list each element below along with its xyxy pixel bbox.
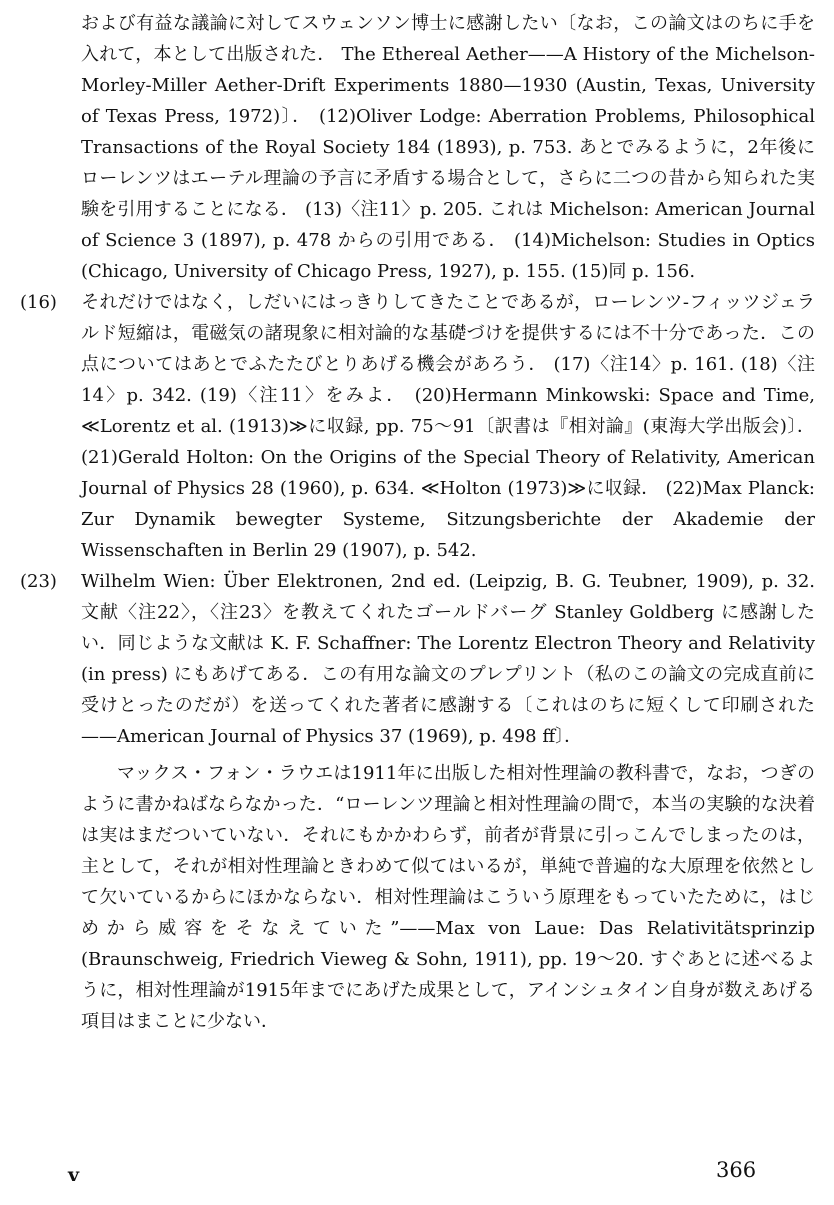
endnotes-block — [20, 8, 815, 1037]
note-number: (23) — [20, 571, 57, 592]
note-continuation — [20, 8, 815, 287]
page-number: 366 — [716, 1158, 757, 1182]
section-mark: v — [68, 1164, 80, 1186]
note-text: および有益な議論に対してスウェンソン博士に感謝したい〔なお，この論文はのちに手を入れて，本として出版された． The Ethereal Aether——A History of the Michelson-Morley-Miller Aether-Drift Experiments 1880—1930 (Austin, Texas, University of Texas Press, 1972)〕． (12)Oliver Lodge: Aberration Problems, Philosophical Transactions of the Royal Society 184 (1893), p. 753. あとでみるように，2年後にローレンツはエーテル理論の予言に矛盾する場合として，さらに二つの昔から知られた実験を引用することになる． (13)〈注11〉p. 205. これは Michelson: American Journal of Science 3 (1897), p. 478 からの引用である． (14)Michelson: Studies in Optics (Chicago, University of Chicago Press, 1927), p. 155. (15)同 p. 156. — [81, 13, 815, 282]
note-16 — [20, 287, 815, 566]
note-23 — [20, 566, 815, 752]
note-number: (16) — [20, 292, 57, 313]
note-text: それだけではなく，しだいにはっきりしてきたことであるが，ローレンツ-フィッツジェラルド短縮は，電磁気の諸現象に相対論的な基礎づけを提供するには不十分であった．この点についてはあとでふたたびとりあげる機会があろう． (17)〈注14〉p. 161. (18)〈注14〉p. 342. (19)〈注11〉をみよ． (20)Hermann Minkowski: Space and Time, ≪Lorentz et al. (1913)≫に収録, pp. 75〜91〔訳書は『相対論』(東海大学出版会)〕． (21)Gerald Holton: On the Origins of the Special Theory of Relativity, American Journal of Physics 28 (1960), p. 634. ≪Holton (1973)≫に収録． (22)Max Planck: Zur Dynamik bewegter Systeme, Sitzungsberichte der Akademie der Wissenschaften in Berlin 29 (1907), p. 542. — [81, 292, 815, 561]
note-text: Wilhelm Wien: Über Elektronen, 2nd ed. (Leipzig, B. G. Teubner, 1909), p. 32. 文献〈注22〉，〈注23〉を教えてくれたゴールドバーグ Stanley Goldberg に感謝したい．同じような文献は K. F. Schaffner: The Lorentz Electron Theory and Relativity (in press) にもあげてある．この有用な論文のプレプリント（私のこの論文の完成直前に受けとったのだが）を送ってくれた著者に感謝する〔これはのちに短くして印刷された——American Journal of Physics 37 (1969), p. 498 ff〕． — [81, 571, 815, 747]
note-paragraph — [20, 758, 815, 1037]
note-text: マックス・フォン・ラウエは1911年に出版した相対性理論の教科書で，なお，つぎのように書かねばならなかった．“ローレンツ理論と相対性理論の間で，本当の実験的な決着は実はまだついていない．それにもかかわらず，前者が背景に引っこんでしまったのは，主として，それが相対性理論ときわめて似てはいるが，単純で普遍的な大原理を依然として欠いているからにほかならない．相対性理論はこういう原理をもっていたために，はじめから威容をそなえていた”——Max von Laue: Das Relativitätsprinzip (Braunschweig, Friedrich Vieweg & Sohn, 1911), pp. 19〜20. すぐあとに述べるように，相対性理論が1915年までにあげた成果として，アインシュタイン自身が数えあげる項目はまことに少ない． — [81, 763, 815, 1032]
